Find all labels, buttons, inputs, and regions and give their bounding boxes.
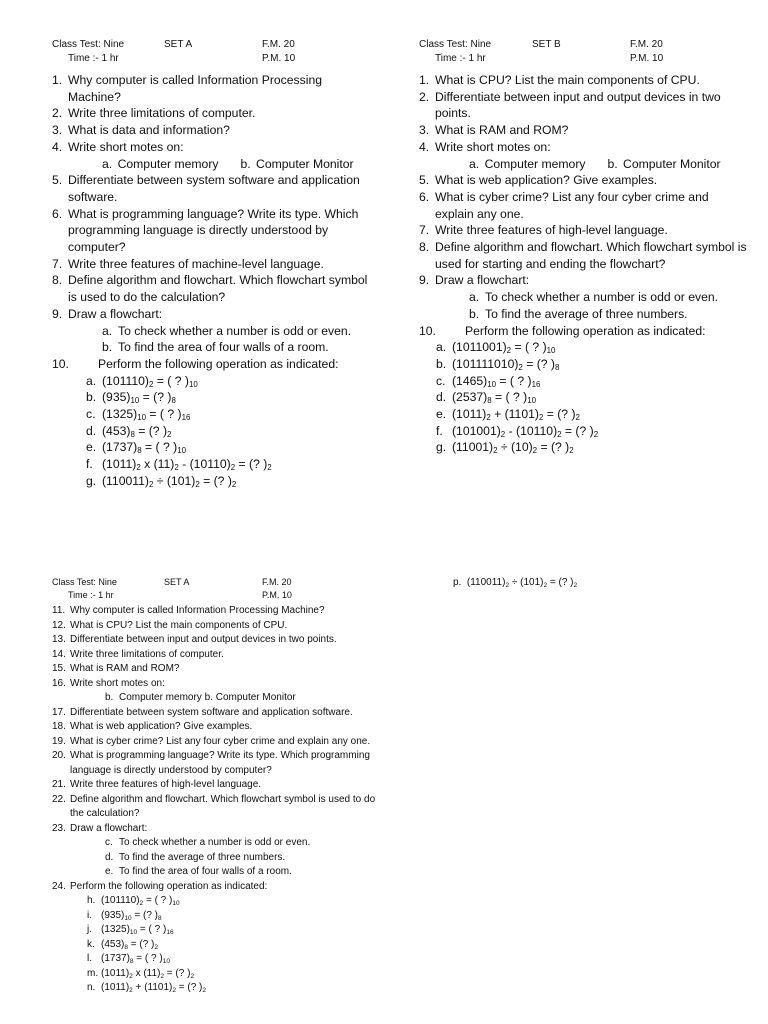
question-list	[52, 72, 372, 490]
sub-question: b. To find the average of three numbers.	[469, 306, 688, 321]
class-label: Class Test: Nine	[52, 39, 125, 50]
question: 16. Write short motes on: b. Computer memory b. Computer Monitor	[52, 677, 382, 706]
question: 22. Define algorithm and flowchart. Which flowchart symbol is used to do the calculation?	[52, 793, 376, 819]
set-label: SET A	[164, 577, 190, 587]
question: 7. Write three features of high-level language.	[419, 223, 668, 238]
question: 5. Differentiate between system software and application software.	[52, 173, 360, 204]
set-combined-header	[52, 576, 382, 602]
pass-marks: P.M. 10	[262, 53, 296, 64]
question: 7. Write three features of machine-level language.	[52, 256, 324, 271]
set-b-header	[419, 38, 749, 66]
conversion-item: c. $(1325)_{10}$ = ( ? )$_{16}$	[86, 407, 191, 423]
question: 4. Write short motes on: a. Computer memory b. Computer Monitor	[52, 139, 372, 172]
conversion-list	[70, 894, 382, 996]
stray-item: p. $(110011)_2 \div (101)_2$ = (? )$_2$	[453, 577, 578, 589]
question: 19. What is cyber crime? List any four cyber crime and explain any one.	[52, 735, 371, 747]
question: 3. What is RAM and ROM?	[419, 123, 569, 138]
question: 13. Differentiate between input and output devices in two points.	[52, 634, 337, 645]
conversion-item: a. $(1011001)_2$ = ( ? )$_{10}$	[436, 340, 556, 356]
conversion-item: e. $(1011)_2 + (1101)_2$ = (? )$_2$	[436, 407, 580, 423]
question: 1. What is CPU? List the main components of CPU.	[419, 73, 700, 87]
full-marks: F.M. 20	[262, 39, 295, 50]
class-label: Class Test: Nine	[419, 39, 492, 50]
question: 18. What is web application? Give examples.	[52, 721, 253, 732]
question: 6. What is cyber crime? List any four cyber crime and explain any one.	[419, 189, 709, 221]
question: 24. Perform the following operation as indicated: h. $(101110)_2$ = ( ? )$_{10}$ i. $(935)_{10}$ = (? )$_8$ j. $(1325)_{10}$ = ( ? )$_{16}$ k. $(453)_8$ = (? )$_2$ l. $(1737)_8$ = ( ? )$_{10}$ m. $(1011)_2$ x $(11)_2$ = (? )$_2$ n. $(1011)_2 + (1101)_2$ = (? )$_2$	[52, 880, 382, 996]
set-label: SET B	[532, 39, 561, 50]
question: 8. Define algorithm and flowchart. Which flowchart symbol is used to do the calculation?	[52, 273, 368, 305]
conversion-item: c. $(1465)_{10}$ = ( ? )$_{16}$	[436, 373, 541, 389]
conversion-item: d. $(453)_8$ = (? )$_2$	[86, 423, 172, 439]
sub-question: d. To find the average of three numbers.	[105, 851, 286, 863]
conversion-item: g. $(11001)_2 \div (10)_2$ = (? )$_2$	[436, 440, 574, 456]
class-label: Class Test: Nine	[52, 577, 117, 587]
set-a-paper	[52, 38, 372, 490]
conversion-item: b. $(935)_{10}$ = (? )$_8$	[86, 390, 176, 406]
question: 10. Perform the following operation as indicated: a. $(101110)_2$ = ( ? )$_{10}$ b. $(935)_{10}$ = (? )$_8$ c. $(1325)_{10}$ = ( ? )$_{16}$ d. $(453)_8$ = (? )$_2$ e. $(1737)_8$ = ( ? )$_{10}$ f. $(1011)_2$ x $(11)_2 - (10110)_2$ = (? )$_2$ g. $(110011)_2 \div (101)_2$ = (? )$_2$	[52, 356, 372, 490]
conversion-item: b. $(101111010)_2$ = (? )$_8$	[436, 356, 560, 372]
sub-question: a. To check whether a number is odd or even.	[469, 290, 719, 305]
pass-marks: P.M. 10	[262, 590, 292, 600]
question-list	[52, 604, 382, 996]
set-a-header	[52, 38, 372, 66]
question: 2. Differentiate between input and output devices in two points.	[419, 89, 721, 121]
conversion-list	[419, 339, 749, 456]
question: 20. What is programming language? Write its type. Which programming language is directly understood by computer?	[52, 750, 370, 776]
question: 9. Draw a flowchart: a. To check whether a number is odd or even. b. To find the area of four walls of a room.	[52, 306, 372, 356]
question: 1. Why computer is called Information Processing Machine?	[52, 73, 323, 104]
question: 5. What is web application? Give examples.	[419, 173, 658, 188]
question: 3. What is data and information?	[52, 123, 230, 138]
question: 23. Draw a flowchart: c. To check whether a number is odd or even. d. To find the average of three numbers. e. To find the area of four walls of a room.	[52, 822, 382, 880]
question: 12. What is CPU? List the main components of CPU.	[52, 619, 288, 631]
short-notes-options: a. Computer memory b. Computer Monitor	[469, 156, 721, 171]
full-marks: F.M. 20	[630, 39, 663, 50]
question: 8. Define algorithm and flowchart. Which flowchart symbol is used for starting and ending the flowchart?	[419, 240, 747, 271]
question: 2. Write three limitations of computer.	[52, 106, 256, 121]
conversion-item: e. $(1737)_8$ = ( ? )$_{10}$	[86, 440, 187, 456]
question: 17. Differentiate between system software and application software.	[52, 706, 353, 718]
conversion-item: m. $(1011)_2$ x $(11)_2$ = (? )$_2$	[87, 967, 195, 980]
question: 9. Draw a flowchart: a. To check whether a number is odd or even. b. To find the average of three numbers.	[419, 272, 749, 322]
set-label: SET A	[164, 39, 193, 50]
sub-question: b. Computer memory b. Computer Monitor	[105, 692, 296, 703]
conversion-item: k. $(453)_8$ = (? )$_2$	[87, 938, 159, 951]
set-b-paper	[419, 38, 749, 456]
conversion-item: d. $(2537)_8$ = ( ? )$_{10}$	[436, 390, 537, 406]
conversion-list	[52, 373, 372, 490]
time-label: Time :- 1 hr	[68, 53, 119, 64]
question-list	[419, 72, 749, 456]
time-label: Time :- 1 hr	[68, 590, 114, 600]
conversion-item: n. $(1011)_2 + (1101)_2$ = (? )$_2$	[87, 982, 207, 994]
conversion-item: h. $(101110)_2$ = ( ? )$_{10}$	[87, 895, 180, 907]
conversion-item: i. $(935)_{10}$ = (? )$_8$	[87, 909, 162, 922]
question: 6. What is programming language? Write its type. Which programming language is directly understood by computer?	[52, 206, 359, 255]
question: 15. What is RAM and ROM?	[52, 663, 180, 674]
sub-question: a. To check whether a number is odd or even.	[102, 323, 352, 338]
conversion-item: f. $(101001)_2 - (10110)_2$ = (? )$_2$	[436, 423, 599, 439]
sub-question: b. To find the area of four walls of a room.	[102, 340, 329, 355]
full-marks: F.M. 20	[262, 577, 292, 587]
pass-marks: P.M. 10	[630, 53, 664, 64]
conversion-item: j. $(1325)_{10}$ = ( ? )$_{16}$	[87, 924, 174, 936]
question: 10. Perform the following operation as indicated: a. $(1011001)_2$ = ( ? )$_{10}$ b. $(101111010)_2$ = (? )$_8$ c. $(1465)_{10}$ = ( ? )$_{16}$ d. $(2537)_8$ = ( ? )$_{10}$ e. $(1011)_2 + (1101)_2$ = (? )$_2$ f. $(101001)_2 - (10110)_2$ = (? )$_2$ g. $(11001)_2 \div (10)_2$ = (? )$_2$	[419, 323, 749, 457]
conversion-item: a. $(101110)_2$ = ( ? )$_{10}$	[86, 373, 198, 389]
question: 11. Why computer is called Information Processing Machine?	[52, 605, 325, 616]
sub-question: c. To check whether a number is odd or even.	[105, 837, 311, 848]
question: 14. Write three limitations of computer.	[52, 648, 224, 660]
conversion-item: l. $(1737)_8$ = ( ? )$_{10}$	[87, 953, 170, 965]
question: 4. Write short motes on: a. Computer memory b. Computer Monitor	[419, 139, 749, 172]
question: 21. Write three features of high-level language.	[52, 779, 262, 790]
conversion-item: f. $(1011)_2$ x $(11)_2 - (10110)_2$ = (? )$_2$	[86, 457, 272, 473]
sub-question: e. To find the area of four walls of a room.	[105, 866, 292, 877]
set-combined-paper	[52, 576, 382, 996]
time-label: Time :- 1 hr	[435, 53, 486, 64]
conversion-item: g. $(110011)_2 \div (101)_2$ = (? )$_2$	[86, 473, 237, 489]
short-notes-options: a. Computer memory b. Computer Monitor	[102, 156, 354, 171]
